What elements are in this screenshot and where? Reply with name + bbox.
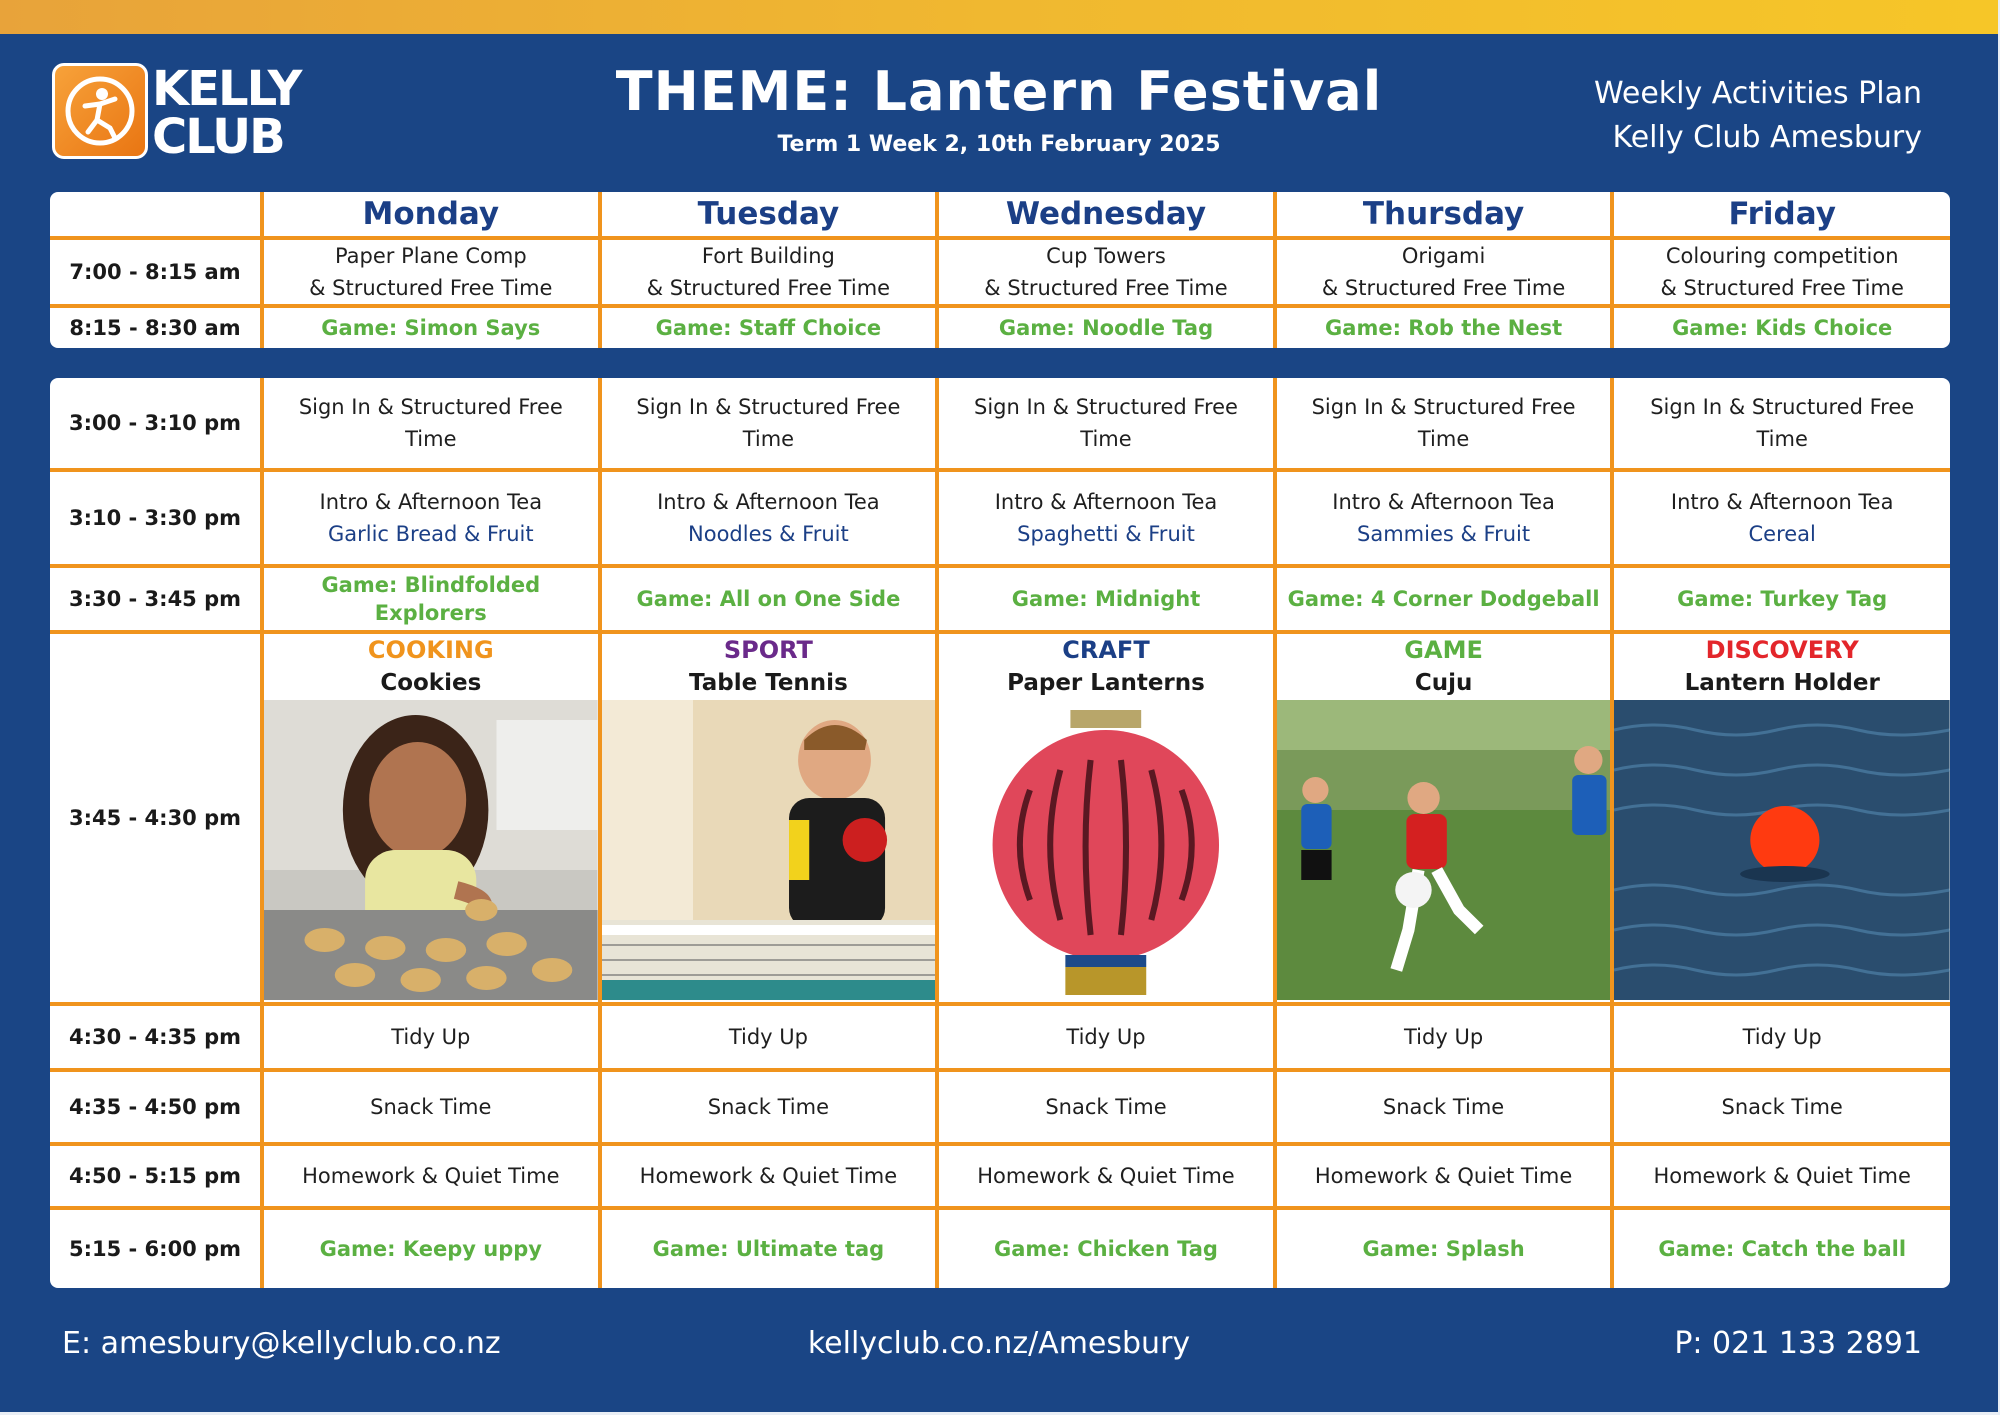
tidy-up-cell: Tidy Up [937,1004,1275,1070]
game-cell: Game: Turkey Tag [1612,566,1950,632]
game-cell: Game: Catch the ball [1612,1208,1950,1288]
game-cell: Game: Blindfolded Explorers [262,566,600,632]
feature-activity-cell [600,632,938,1004]
day-header: Monday [262,192,600,238]
day-header: Tuesday [600,192,938,238]
feature-activity-name: Paper Lanterns [1007,670,1205,696]
term-subtitle: Term 1 Week 2, 10th February 2025 [777,132,1221,157]
food-text: Spaghetti & Fruit [1017,522,1195,546]
sign-in-text: Sign In & Structured Free [1650,395,1915,419]
footer-phone[interactable]: P: 021 133 2891 [1674,1326,1922,1361]
tidy-up-cell: Tidy Up [262,1004,600,1070]
feature-activity-name: Cuju [1414,670,1473,696]
footer-website[interactable]: kellyclub.co.nz/Amesbury [807,1326,1191,1361]
game-cell: Game: Rob the Nest [1275,306,1613,348]
game-cell: Game: Chicken Tag [937,1208,1275,1288]
corner-cell [50,192,262,238]
sign-in-text: Time [1080,427,1132,451]
activity-text: Cup Towers [1046,244,1166,268]
food-text: Sammies & Fruit [1357,522,1531,546]
category-label: GAME [1404,636,1483,664]
food-text: Garlic Bread & Fruit [327,522,534,546]
sign-in-cell [1275,378,1613,470]
sign-in-cell [262,378,600,470]
homework-cell: Homework & Quiet Time [1612,1144,1950,1208]
homework-cell: Homework & Quiet Time [600,1144,938,1208]
activity-text: Origami [1401,244,1486,268]
day-header: Wednesday [937,192,1275,238]
sign-in-text: Time [1417,427,1470,451]
sign-in-text: Sign In & Structured Free [298,395,563,419]
morning-activity-cell [937,238,1275,306]
game-cell: Game: Splash [1275,1208,1613,1288]
category-label: SPORT [723,636,813,664]
feature-activity-cell [262,632,600,1004]
feature-activity-name: Lantern Holder [1684,670,1880,696]
sign-in-text: Sign In & Structured Free [1311,395,1576,419]
paper-lantern-image [939,700,1273,1000]
red-buoy-water-image [1614,700,1950,1000]
logo-text-kelly: KELLY [152,61,301,117]
free-time-text: & Structured Free Time [984,276,1228,300]
time-slot: 4:50 - 5:15 pm [50,1144,262,1208]
category-label: CRAFT [1062,636,1150,664]
club-location: Kelly Club Amesbury [1612,120,1922,155]
homework-cell: Homework & Quiet Time [1275,1144,1613,1208]
afternoon-tea-cell [600,470,938,566]
morning-activity-cell [262,238,600,306]
sign-in-text: Time [742,427,795,451]
tea-text: Intro & Afternoon Tea [1670,490,1894,514]
category-label: COOKING [367,636,494,664]
time-slot: 5:15 - 6:00 pm [50,1208,262,1288]
plan-title: Weekly Activities Plan [1593,76,1922,111]
girl-baking-cookies-image [264,700,598,1000]
day-header: Friday [1612,192,1950,238]
time-slot: 8:15 - 8:30 am [50,306,262,348]
footer-email[interactable]: E: amesbury@kellyclub.co.nz [62,1326,501,1361]
game-cell: Game: Simon Says [262,306,600,348]
snack-cell: Snack Time [937,1070,1275,1144]
boy-table-tennis-image [602,700,936,1000]
morning-activity-cell [600,238,938,306]
morning-schedule-table [50,192,1950,348]
sign-in-cell [1612,378,1950,470]
free-time-text: & Structured Free Time [1321,276,1566,300]
time-slot: 3:45 - 4:30 pm [50,632,262,1004]
feature-activity-cell [1275,632,1613,1004]
time-slot: 3:30 - 3:45 pm [50,566,262,632]
sign-in-cell [937,378,1275,470]
game-cell: Game: 4 Corner Dodgeball [1275,566,1613,632]
sign-in-text: Time [1756,427,1808,451]
activity-text: Colouring competition [1665,244,1899,268]
snack-cell: Snack Time [262,1070,600,1144]
game-cell: Game: Staff Choice [600,306,938,348]
afternoon-tea-cell [262,470,600,566]
tea-text: Intro & Afternoon Tea [994,490,1218,514]
tidy-up-cell: Tidy Up [600,1004,938,1070]
plan-info [1594,72,1922,160]
free-time-text: & Structured Free Time [309,276,553,300]
afternoon-schedule-table [50,378,1950,1288]
day-header: Thursday [1275,192,1613,238]
time-slot: 3:10 - 3:30 pm [50,470,262,566]
food-text: Cereal [1748,522,1816,546]
game-cell: Game: All on One Side [600,566,938,632]
free-time-text: & Structured Free Time [646,276,891,300]
time-slot: 7:00 - 8:15 am [50,238,262,306]
tea-text: Intro & Afternoon Tea [319,490,543,514]
game-cell: Game: Noodle Tag [937,306,1275,348]
sign-in-text: Sign In & Structured Free [636,395,901,419]
game-cell: Game: Keepy uppy [262,1208,600,1288]
afternoon-tea-cell [1275,470,1613,566]
feature-activity-cell [1612,632,1950,1004]
sign-in-cell [600,378,938,470]
sign-in-text: Sign In & Structured Free [974,395,1238,419]
sign-in-text: Time [405,427,457,451]
theme-title: THEME: Lantern Festival [615,60,1383,123]
snack-cell: Snack Time [1612,1070,1950,1144]
feature-activity-cell [937,632,1275,1004]
time-slot: 3:00 - 3:10 pm [50,378,262,470]
game-cell: Game: Kids Choice [1612,306,1950,348]
free-time-text: & Structured Free Time [1660,276,1904,300]
tea-text: Intro & Afternoon Tea [657,490,880,514]
kids-soccer-image [1277,700,1611,1000]
game-cell: Game: Midnight [937,566,1275,632]
tea-text: Intro & Afternoon Tea [1332,490,1555,514]
morning-activity-cell [1612,238,1950,306]
tidy-up-cell: Tidy Up [1275,1004,1613,1070]
feature-activity-name: Cookies [380,670,482,696]
time-slot: 4:35 - 4:50 pm [50,1070,262,1144]
snack-cell: Snack Time [1275,1070,1613,1144]
afternoon-tea-cell [937,470,1275,566]
activity-text: Paper Plane Comp [334,244,527,268]
category-label: DISCOVERY [1705,636,1859,664]
homework-cell: Homework & Quiet Time [937,1144,1275,1208]
feature-activity-name: Table Tennis [689,670,848,696]
time-slot: 4:30 - 4:35 pm [50,1004,262,1070]
activity-text: Fort Building [701,244,835,268]
afternoon-tea-cell [1612,470,1950,566]
morning-activity-cell [1275,238,1613,306]
logo-text-club: CLUB [152,109,284,165]
snack-cell: Snack Time [600,1070,938,1144]
food-text: Noodles & Fruit [688,522,849,546]
game-cell: Game: Ultimate tag [600,1208,938,1288]
homework-cell: Homework & Quiet Time [262,1144,600,1208]
top-gradient-strip [0,0,1998,34]
tidy-up-cell: Tidy Up [1612,1004,1950,1070]
